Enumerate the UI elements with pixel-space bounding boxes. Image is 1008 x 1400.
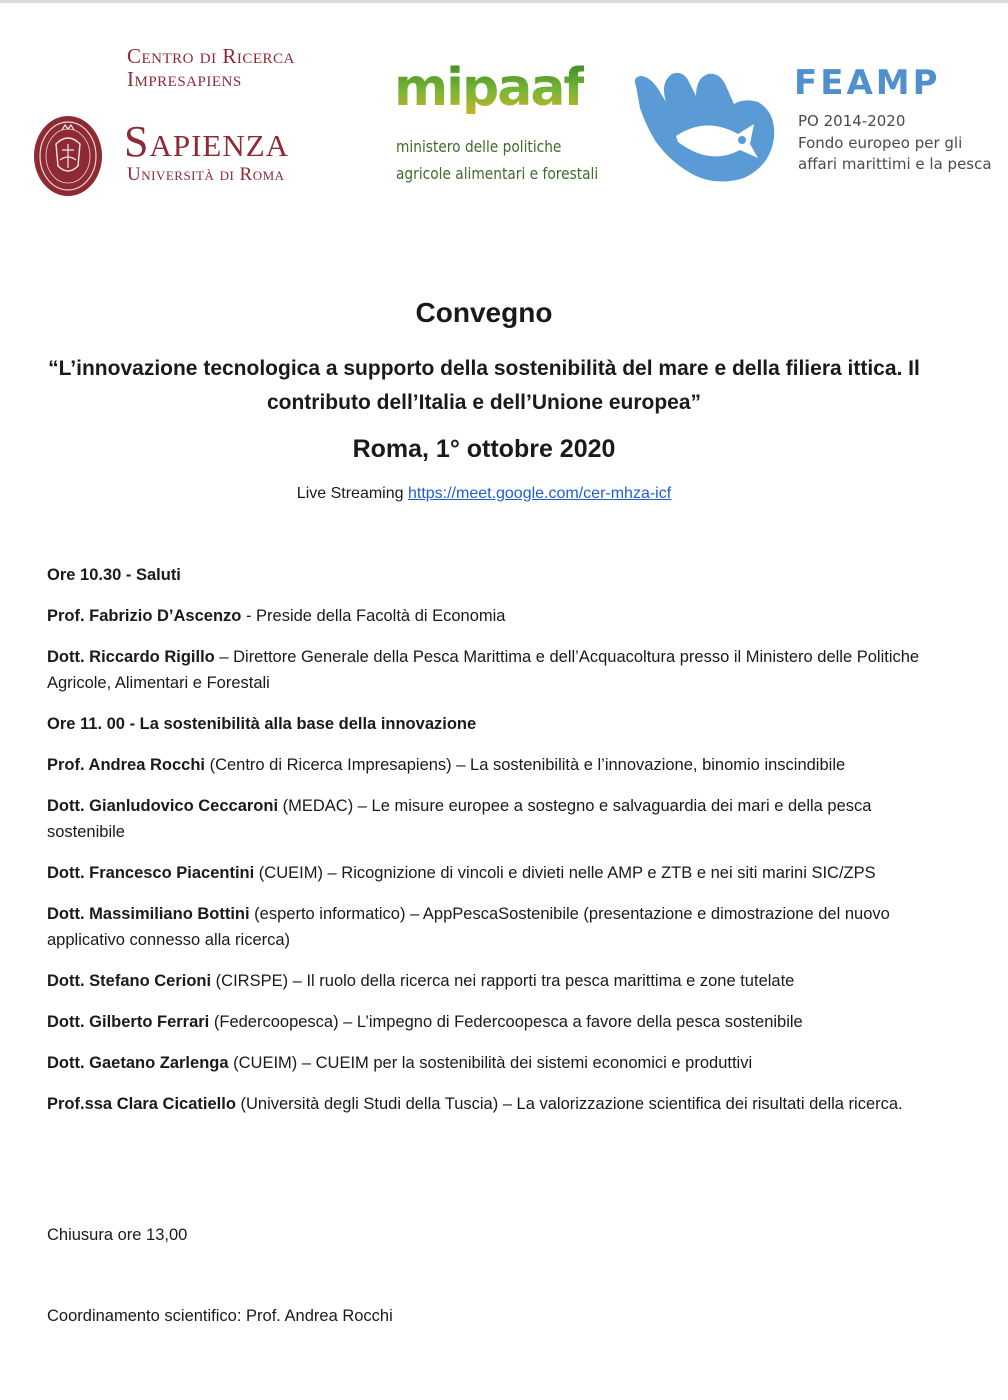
speaker-entry — [47, 860, 927, 886]
speaker-name: Dott. Francesco Piacentini — [47, 864, 255, 882]
speaker-talk: – Direttore Generale della Pesca Marittima e dell’Acquacoltura presso il Ministero delle Politiche Agricole, Alimentari e Forestali — [47, 648, 920, 692]
speaker-name: Dott. Massimiliano Bottini — [47, 905, 250, 923]
sapienza-center-line2: Impresapiens — [127, 67, 242, 91]
session-heading: Ore 10.30 - Saluti — [47, 566, 181, 584]
feamp-line2: Fondo europeo per gli — [798, 134, 963, 152]
speaker-name: Dott. Gianludovico Ceccaroni — [47, 797, 279, 815]
feamp-logo — [626, 62, 996, 192]
top-border — [0, 0, 1008, 3]
session-heading: Ore 11. 00 - La sostenibilità alla base della innovazione — [47, 715, 477, 733]
speaker-name: Prof.ssa Clara Cicatiello — [47, 1095, 236, 1113]
mipaaf-line1: ministero delle politiche — [396, 137, 562, 156]
speaker-name: Dott. Riccardo Rigillo — [47, 648, 215, 666]
speaker-talk: (esperto informatico) – AppPescaSostenibile (presentazione e dimostrazione del nuovo applicativo connesso alla ricerca) — [47, 905, 890, 949]
speaker-talk: (Università degli Studi della Tuscia) – La valorizzazione scientifica dei risultati della ricerca. — [235, 1095, 903, 1113]
speaker-talk: (CUEIM) – CUEIM per la sostenibilità dei sistemi economici e produttivi — [228, 1054, 753, 1072]
speaker-entry — [47, 901, 927, 953]
feamp-line3: affari marittimi e la pesca — [798, 155, 992, 173]
feamp-title: FEAMP — [794, 63, 941, 103]
speaker-entry — [47, 968, 927, 994]
speaker-entry — [47, 1050, 927, 1076]
stream-link[interactable]: https://meet.google.com/cer-mhza-icf — [407, 485, 672, 502]
mipaaf-line2: agricole alimentari e forestali — [396, 164, 599, 183]
speaker-talk: (Federcoopesca) – L’impegno di Federcoopesca a favore della pesca sostenibile — [209, 1013, 803, 1031]
speaker-entry — [47, 1009, 927, 1035]
sapienza-subtitle: Università di Roma — [127, 164, 285, 185]
speaker-entry — [47, 644, 927, 696]
speaker-entry — [47, 1091, 927, 1117]
sapienza-name: Sapienza — [124, 117, 290, 166]
live-streaming-line — [0, 485, 968, 503]
speaker-talk: (MEDAC) – Le misure europee a sostegno e salvaguardia dei mari e della pesca sostenibile — [47, 797, 872, 841]
hand-fish-icon — [626, 62, 776, 184]
event-type: Convegno — [415, 297, 553, 328]
speaker-talk: - Preside della Facoltà di Economia — [241, 607, 506, 625]
speaker-talk: (CUEIM) – Ricognizione di vincoli e divieti nelle AMP e ZTB e nei siti marini SIC/ZPS — [254, 864, 876, 882]
speaker-name: Dott. Gilberto Ferrari — [47, 1013, 210, 1031]
event-title: “L’innovazione tecnologica a supporto della sostenibilità del mare e della filiera ittica. Il contributo dell’Italia e dell’Unione europea” — [48, 357, 920, 414]
feamp-line1: PO 2014-2020 — [798, 112, 906, 130]
speaker-entry — [47, 793, 927, 845]
sapienza-center-line1: Centro di Ricerca — [127, 44, 295, 68]
speaker-talk: (Centro di Ricerca Impresapiens) – La sostenibilità e l’innovazione, binomio inscindibile — [205, 756, 846, 774]
mipaaf-logo — [394, 58, 599, 192]
speaker-talk: (CIRSPE) – Il ruolo della ricerca nei rapporti tra pesca marittima e zone tutelate — [211, 972, 795, 990]
speaker-entry — [47, 752, 927, 778]
mipaaf-wordmark: mipaaf — [394, 58, 585, 118]
speaker-name: Dott. Gaetano Zarlenga — [47, 1054, 229, 1072]
speaker-name: Prof. Fabrizio D’Ascenzo — [47, 607, 242, 625]
closing-time: Chiusura ore 13,00 — [47, 1226, 188, 1244]
stream-label: Live Streaming — [296, 485, 408, 502]
speaker-name: Dott. Stefano Cerioni — [47, 972, 212, 990]
scientific-coordination: Coordinamento scientifico: Prof. Andrea Rocchi — [47, 1307, 393, 1325]
program-list — [47, 562, 927, 1132]
speaker-name: Prof. Andrea Rocchi — [47, 756, 205, 774]
sapienza-logo — [30, 44, 330, 204]
speaker-entry — [47, 603, 927, 629]
sapienza-crest-icon — [32, 114, 104, 198]
event-date: Roma, 1° ottobre 2020 — [352, 435, 616, 463]
